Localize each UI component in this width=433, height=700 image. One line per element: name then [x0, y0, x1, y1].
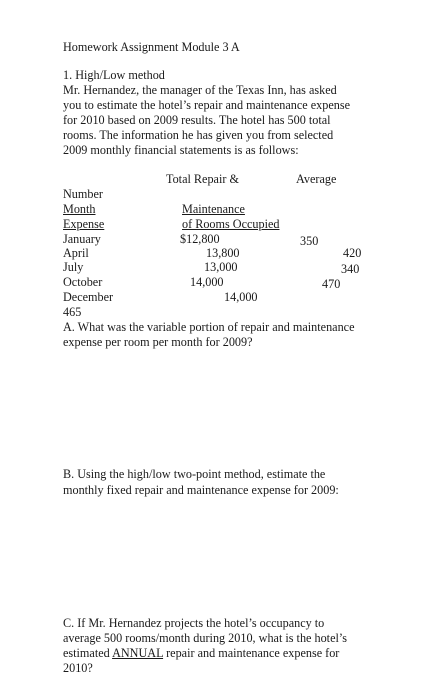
question-b-line: monthly fixed repair and maintenance expense for 2009:: [63, 483, 339, 497]
rooms-cell: 465: [63, 305, 82, 319]
assignment-title: Homework Assignment Module 3 A: [63, 40, 240, 54]
month-cell: December: [63, 290, 114, 304]
question-a-line: expense per room per month for 2009?: [63, 335, 253, 349]
intro-line: rooms. The information he has given you from selected: [63, 128, 334, 142]
intro-line: Mr. Hernandez, the manager of the Texas Inn, has asked: [63, 83, 337, 97]
intro-line: you to estimate the hotel’s repair and maintenance expense: [63, 98, 350, 112]
question-c-line: 2010?: [63, 661, 93, 675]
question-c-line: average 500 rooms/month during 2010, what is the hotel’s: [63, 631, 347, 645]
expense-cell: 14,000: [190, 275, 224, 289]
rooms-cell: 420: [343, 246, 362, 260]
question-c-line: [63, 646, 339, 661]
annual-emphasis: ANNUAL: [112, 646, 164, 660]
problem-heading: 1. High/Low method: [63, 68, 165, 82]
expense-cell: 13,000: [204, 260, 238, 274]
month-cell: October: [63, 275, 103, 289]
month-cell: July: [63, 260, 84, 274]
question-b-line: B. Using the high/low two-point method, estimate the: [63, 467, 326, 481]
header-expense: Expense: [63, 217, 105, 231]
intro-line: 2009 monthly financial statements is as follows:: [63, 143, 299, 157]
header-month: Month: [63, 202, 96, 216]
month-cell: April: [63, 246, 89, 260]
question-c-text: repair and maintenance expense for: [163, 646, 340, 660]
rooms-cell: 350: [300, 234, 319, 248]
question-c-line: C. If Mr. Hernandez projects the hotel’s occupancy to: [63, 616, 325, 630]
rooms-cell: 470: [322, 277, 341, 291]
header-maintenance: Maintenance: [182, 202, 245, 216]
header-number: Number: [63, 187, 103, 201]
header-average: Average: [296, 172, 337, 186]
header-rooms-occupied: of Rooms Occupied: [182, 217, 280, 231]
question-a-line: A. What was the variable portion of repair and maintenance: [63, 320, 355, 334]
expense-cell: $12,800: [180, 232, 220, 246]
question-c-text: estimated: [63, 646, 113, 660]
intro-line: for 2010 based on 2009 results. The hotel has 500 total: [63, 113, 331, 127]
rooms-cell: 340: [341, 262, 360, 276]
header-total-repair: Total Repair &: [166, 172, 239, 186]
expense-cell: 14,000: [224, 290, 258, 304]
month-cell: January: [63, 232, 101, 246]
expense-cell: 13,800: [206, 246, 240, 260]
